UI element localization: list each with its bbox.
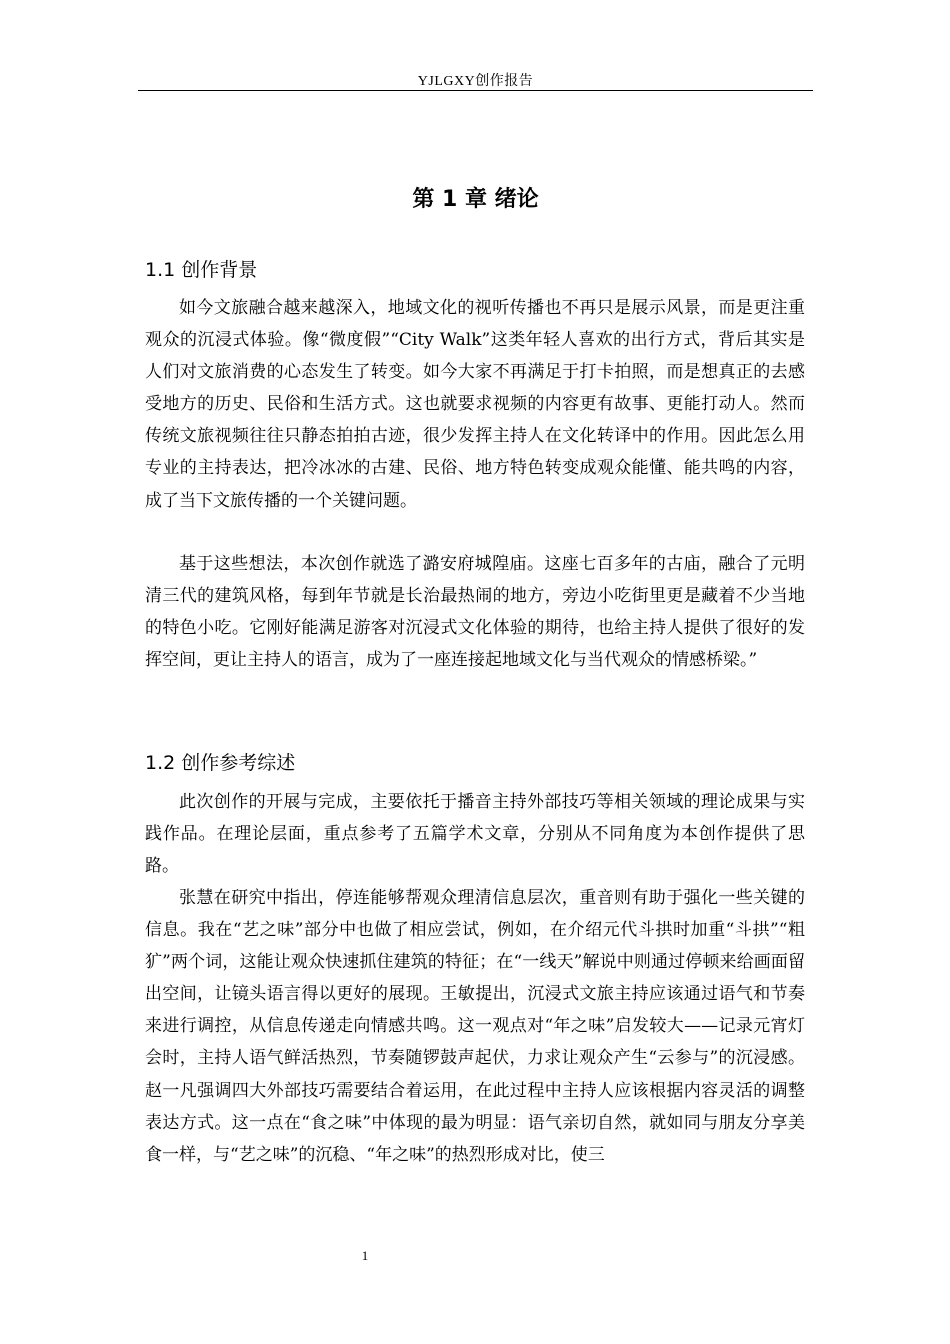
running-header: YJLGXY创作报告 [417,74,534,89]
paragraph: 张慧在研究中指出，停连能够帮观众理清信息层次，重音则有助于强化一些关键的信息。我在“艺之味”部分中也做了相应尝试，例如，在介绍元代斗拱时加重“斗拱”“粗犷”两个词，这能让观众快速抓住建筑的特征；在“一线天”解说中则通过停顿来给画面留出空间，让镜头语言得以更好的展现。王敏提出，沉浸式文旅主持应该通过语气和节奏来进行调控，从信息传递走向情感共鸣。这一观点对“年之味”启发较大——记录元宵灯会时，主持人语气鲜活热烈，节奏随锣鼓声起伏，力求让观众产生“云参与”的沉浸感。赵一凡强调四大外部技巧需要结合着运用，在此过程中主持人应该根据内容灵活的调整表达方式。这一点在“食之味”中体现的最为明显：语气亲切自然，就如同与朋友分享美食一样，与“艺之味”的沉稳、“年之味”的热烈形成对比，使三 [145,888,805,1165]
page-number: 1 [361,1248,369,1263]
section-title-background: 1.1 创作背景 [145,259,258,281]
section-title-reference-review: 1.2 创作参考综述 [145,752,296,774]
paragraph: 如今文旅融合越来越深入，地域文化的视听传播也不再只是展示风景，而是更注重观众的沉浸式体验。像“微度假”“City Walk”这类年轻人喜欢的出行方式，背后其实是人们对文旅消费的心态发生了转变。如今大家不再满足于打卡拍照，而是想真正的去感受地方的历史、民俗和生活方式。这也就要求视频的内容更有故事、更能打动人。然而传统文旅视频往往只静态拍拍古迹，很少发挥主持人在文化转译中的作用。因此怎么用专业的主持表达，把冷冰冰的古建、民俗、地方特色转变成观众能懂、能共鸣的内容，成了当下文旅传播的一个关键问题。 [145,298,805,511]
paragraph: 此次创作的开展与完成，主要依托于播音主持外部技巧等相关领域的理论成果与实践作品。在理论层面，重点参考了五篇学术文章，分别从不同角度为本创作提供了思路。 [145,792,805,877]
header-rule [138,90,813,91]
chapter-title: 第 1 章 绪论 [412,187,539,212]
paragraph: 基于这些想法，本次创作就选了潞安府城隍庙。这座七百多年的古庙，融合了元明清三代的建筑风格，每到年节就是长治最热闹的地方，旁边小吃街里更是藏着不少当地的特色小吃。它刚好能满足游客对沉浸式文化体验的期待，也给主持人提供了很好的发挥空间，更让主持人的语言，成为了一座连接起地域文化与当代观众的情感桥梁。” [145,554,805,671]
